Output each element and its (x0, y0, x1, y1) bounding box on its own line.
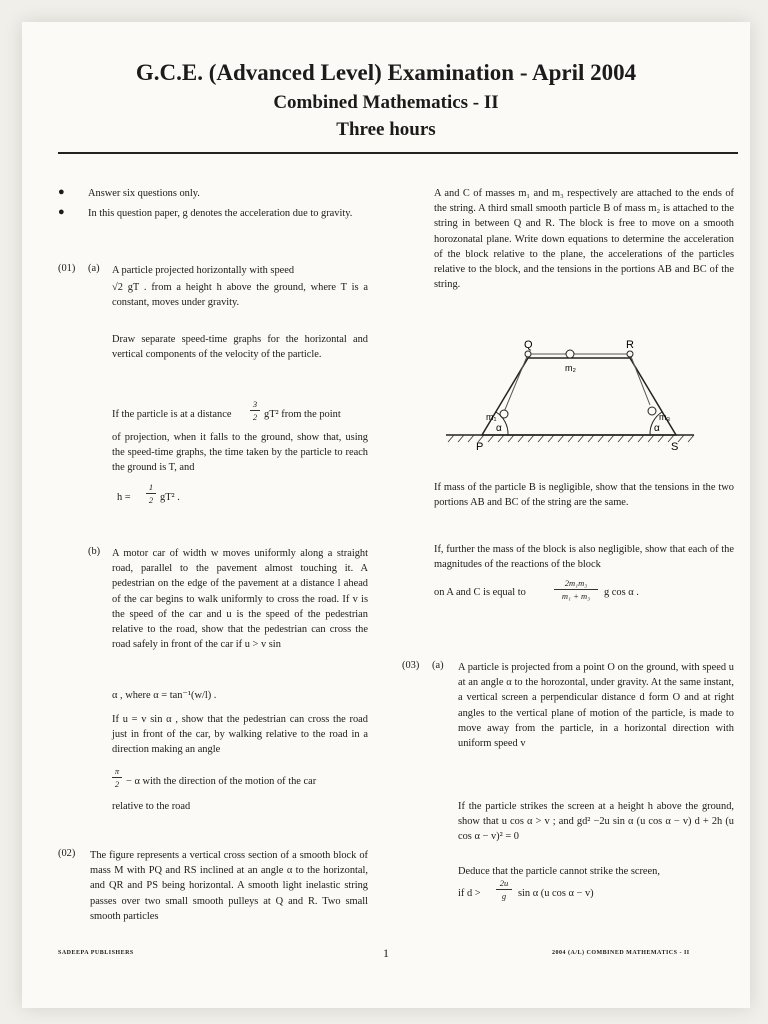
label-alpha-left: α (496, 423, 502, 434)
q02-text-2: A and C of masses m₁ and m₃ respectively are attached to the ends of the string. A third small smooth particle B of mass m₂ is attached to the string in between Q and R. The block is free to move on a smooth horozonatal plane. Write down equations to determine the acceleration of the block relative to the plane, the accelerations of the particles relative to the block, and the tensions in the portions AB and BC of the string. (434, 188, 734, 291)
label-q: Q (524, 339, 533, 351)
q01a-text-1: A particle projected horizontally with speed (112, 265, 295, 276)
q03-text-3: Deduce that the particle cannot strike the screen, (458, 866, 660, 877)
fraction (554, 578, 598, 601)
q03-text-4a: if d > (458, 888, 481, 899)
q01a-text-5: of projection, when it falls to the ground, show that, using the speed-time graphs, the time taken by the particle to reach the ground is T, and (112, 432, 368, 474)
h-equation-rhs: gT² . (160, 492, 180, 503)
instruction-1: Answer six questions only. (88, 188, 200, 199)
q03-text-2: If the particle strikes the screen at a height h above the ground, show that u cos α > v ; and gd² −2u sin α (u cos α − v) d + 2h (u cos α − v)² = 0 (458, 801, 734, 843)
part-label: (a) (88, 263, 100, 274)
fraction (146, 482, 156, 505)
q03-text-1: A particle is projected from a point O on the ground, with speed u at an angle α to the horozontal, under gravity. At the same instant, a vertical screen a perpendicular distance d form O and at right angles to the vertical plane of motion of the particle, is made to move away from the particle, in a horizontal direction with uniform speed v (458, 662, 734, 750)
label-s: S (671, 441, 679, 453)
q03-text-4b: sin α (u cos α − v) (518, 888, 594, 899)
block-pulley-diagram (434, 332, 734, 462)
page-number: 1 (383, 946, 389, 960)
instruction-2: In this question paper, g denotes the acceleration due to gravity. (88, 208, 353, 219)
fraction-numerator: 2m₁m₃ (564, 578, 588, 588)
q02-text-5b: g cos α . (604, 587, 639, 598)
subject-title: Combined Mathematics - II (273, 92, 499, 113)
q02-text-5a: on A and C is equal to (434, 587, 526, 598)
bullet-icon: ● (58, 186, 65, 198)
part-label: (a) (432, 660, 444, 671)
label-r: R (626, 339, 634, 351)
pulley-r (627, 351, 633, 357)
question-number: (03) (402, 660, 420, 671)
fraction-numerator: 1 (148, 482, 154, 492)
h-equation-lhs: h = (117, 492, 131, 503)
question-number: (01) (58, 263, 76, 274)
label-p: P (476, 441, 484, 453)
q01a-text-4a: If the particle is at a distance (112, 409, 232, 420)
fraction-numerator: 3 (252, 399, 258, 409)
q01b-text-1: A motor car of width w moves uniformly along a straight road, parallel to the pavement almost touching it. A pedestrian on the edge of the pavement at a distance l ahead of the car begins to walk uniformly to cross the road. If v is the speed of the car and u is the speed of the pedestrian relative to the road, show that the pedestrian can cross the road safely in front of the car if u > v sin (112, 548, 368, 651)
fraction (250, 399, 260, 422)
publisher: SADEEPA PUBLISHERS (58, 950, 134, 956)
q01a-text-2: √2 gT . from a height h above the ground, where T is a constant, moves under gravity. (112, 282, 368, 309)
exam-page (22, 22, 750, 1008)
header-rule (58, 152, 738, 154)
particle-c (648, 407, 656, 415)
fraction (496, 878, 512, 901)
q02-text-4: If, further the mass of the block is also negligible, show that each of the magnitudes of the reactions of the block (434, 544, 734, 571)
label-m3: m₃ (659, 412, 671, 422)
fraction-denominator: 2 (114, 779, 120, 789)
exam-title: G.C.E. (Advanced Level) Examination - April 2004 (135, 60, 637, 85)
fraction-numerator: π (114, 766, 120, 776)
fraction-numerator: 2u (499, 878, 509, 888)
bullet-icon: ● (58, 206, 65, 218)
q01b-text-2: α , where α = tan⁻¹(w/l) . (112, 690, 217, 701)
label-m1: m₁ (486, 412, 497, 422)
q01a-text-4b: gT² from the point (264, 409, 341, 420)
particle-b (566, 350, 574, 358)
label-alpha-right: α (654, 423, 660, 434)
q02-text-1: The figure represents a vertical cross section of a smooth block of mass M with PQ and RS inclined at an angle α to the horizontal, and QR and PS being horizontal. A smooth light inelastic string passes over two small smooth pulleys at Q and R. Two small smooth particles (90, 850, 368, 922)
pulley-q (525, 351, 531, 357)
q01b-text-3: If u = v sin α , show that the pedestrian can cross the road just in front of the car, by walking relative to the road in a direction making an angle (112, 714, 368, 756)
duration: Three hours (336, 119, 436, 140)
fraction-denominator: 2 (148, 495, 154, 505)
fraction-denominator: g (501, 891, 507, 901)
label-m2: m₂ (565, 363, 576, 373)
q01b-text-5: relative to the road (112, 801, 191, 812)
part-label: (b) (88, 546, 101, 557)
footer-series: 2004 (A/L) COMBINED MATHEMATICS - II (552, 950, 690, 956)
question-number: (02) (58, 848, 76, 859)
fraction-denominator: m₁ + m₃ (561, 591, 591, 601)
q02-text-3: If mass of the particle B is negligible, show that the tensions in the two portions AB and BC of the string are the same. (434, 482, 734, 509)
q01b-text-4: − α with the direction of the motion of the car (126, 776, 317, 787)
fraction-denominator: 2 (252, 412, 258, 422)
fraction (112, 766, 122, 789)
ground-hatching (448, 435, 694, 442)
q01a-text-3: Draw separate speed-time graphs for the horizontal and vertical components of the velocity of the particle. (112, 334, 368, 361)
